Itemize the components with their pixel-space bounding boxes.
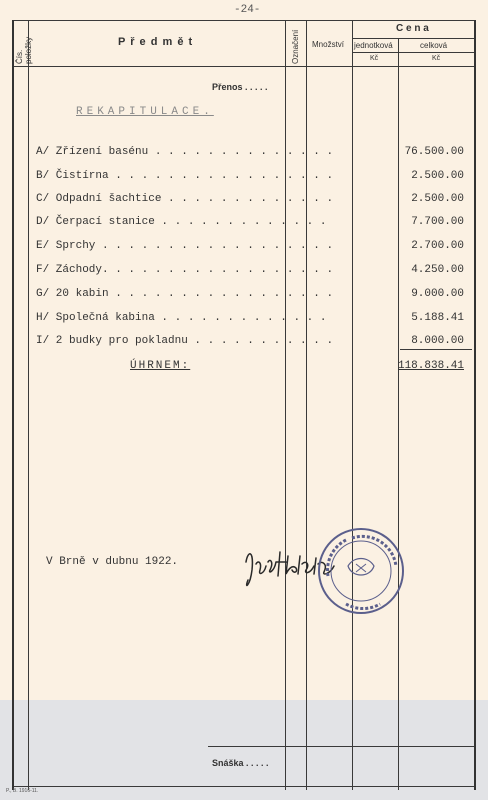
total-amount: 118.838.41 [397, 360, 464, 372]
header-mark: Označení [291, 29, 300, 64]
table-top-border [12, 20, 474, 21]
carry-in-label: Přenos . . . . . [212, 82, 268, 92]
carry-out-line [208, 746, 474, 747]
item-amount-c: 2.500.00 [411, 193, 464, 205]
header-unit-price: jednotková [354, 41, 393, 50]
table-right-border [474, 20, 476, 790]
item-amount-b: 2.500.00 [411, 170, 464, 182]
item-row-g: G/ 20 kabin . . . . . . . . . . . . . . . . . [36, 288, 334, 300]
header-quantity: Množství [312, 40, 345, 49]
header-item-number: Čís. položky [15, 36, 33, 64]
col-divider-item [285, 20, 286, 790]
form-code: P., B. 1916-11. [6, 788, 39, 794]
header-price: C e n a [396, 23, 429, 34]
header-item: P ř e d m ě t [118, 36, 194, 48]
col-divider-unit [398, 38, 399, 790]
recap-title: REKAPITULACE. [76, 106, 214, 118]
place-date: V Brně v dubnu 1922. [46, 556, 179, 568]
item-row-c: C/ Odpadní šachtice . . . . . . . . . . . . . [36, 193, 334, 205]
col-divider-qty [352, 20, 353, 790]
total-label: ÚHRNEM: [130, 360, 191, 372]
item-amount-g: 9.000.00 [411, 288, 464, 300]
item-row-d: D/ Čerpací stanice . . . . . . . . . . . . . [36, 216, 327, 228]
item-row-a: A/ Zřízení basénu . . . . . . . . . . . . . . [36, 146, 334, 158]
carry-out-label: Snáška . . . . . [212, 758, 269, 768]
item-row-h: H/ Společná kabina . . . . . . . . . . . . . [36, 312, 327, 324]
price-header-divider [352, 38, 474, 39]
item-amount-d: 7.700.00 [411, 216, 464, 228]
item-row-b: B/ Čistírna . . . . . . . . . . . . . . . . . [36, 170, 334, 182]
item-row-i: I/ 2 budky pro pokladnu . . . . . . . . . . . [36, 335, 334, 347]
sum-rule [400, 349, 472, 350]
header-currency-unit: Kč [370, 55, 379, 62]
item-row-e: E/ Sprchy . . . . . . . . . . . . . . . . . . [36, 240, 334, 252]
page-number: -24- [234, 4, 261, 16]
item-amount-h: 5.188.41 [411, 312, 464, 324]
item-amount-f: 4.250.00 [411, 264, 464, 276]
item-amount-e: 2.700.00 [411, 240, 464, 252]
currency-header-divider [352, 52, 474, 53]
header-total-price: celková [420, 41, 448, 50]
col-divider-num [28, 20, 29, 790]
header-currency-total: Kč [432, 55, 441, 62]
item-amount-a: 76.500.00 [404, 146, 464, 158]
table-header-bottom [12, 66, 474, 67]
table-left-border [12, 20, 14, 790]
table-bottom-border [12, 786, 474, 787]
company-stamp [316, 526, 406, 616]
col-divider-mark [306, 20, 307, 790]
scan-gray-band [0, 700, 488, 800]
item-row-f: F/ Záchody. . . . . . . . . . . . . . . . . . [36, 264, 334, 276]
item-amount-i: 8.000.00 [411, 335, 464, 347]
